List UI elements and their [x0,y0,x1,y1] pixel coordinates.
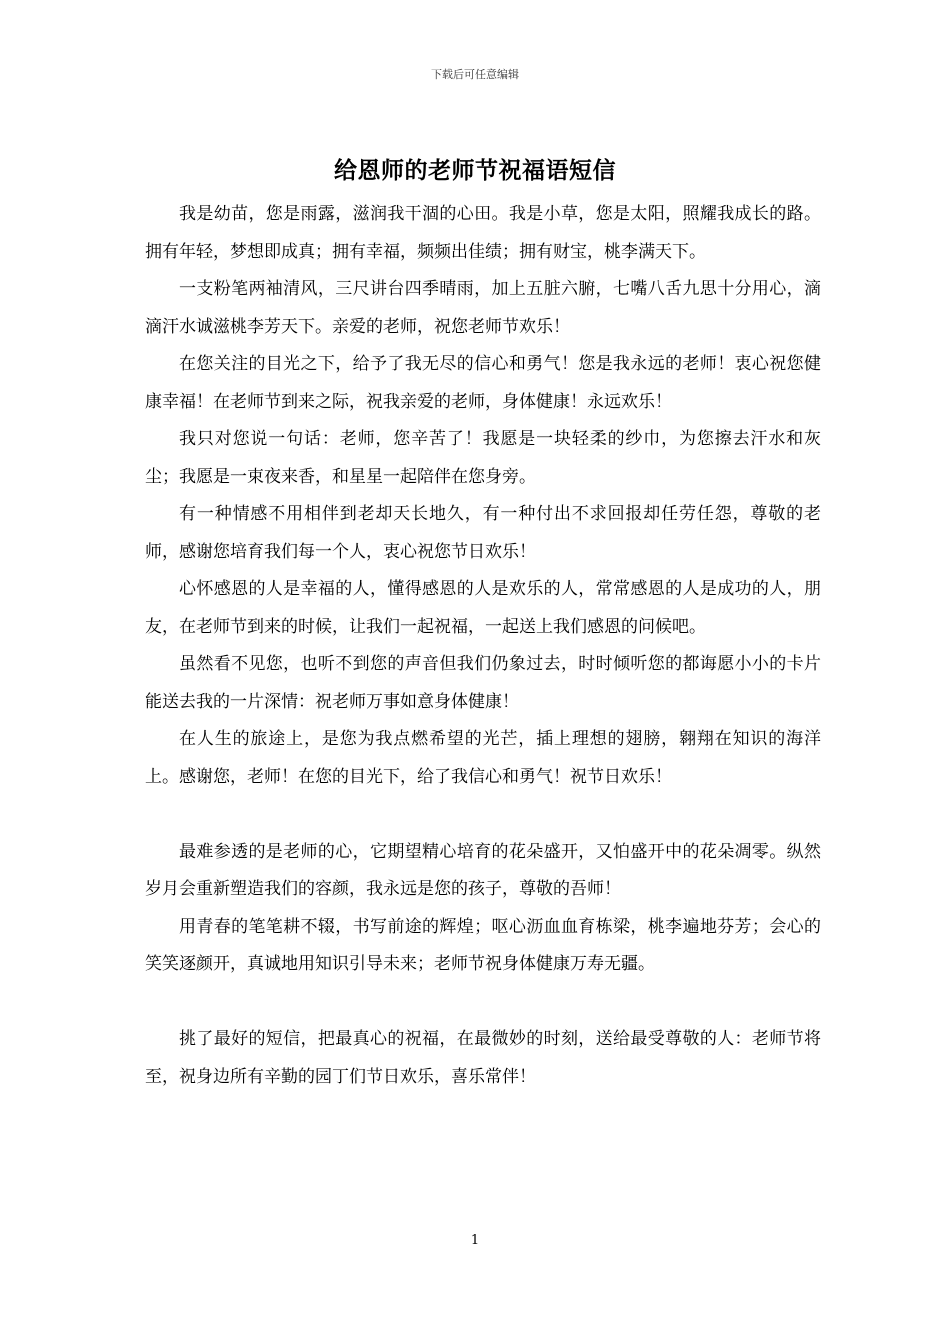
paragraph: 我是幼苗，您是雨露，滋润我干涸的心田。我是小草，您是太阳，照耀我成长的路。拥有年轻，梦想即成真；拥有幸福，频频出佳绩；拥有财宝，桃李满天下。 [145,204,821,262]
paragraph: 虽然看不见您，也听不到您的声音但我们仍象过去，时时倾听您的都诲愿小小的卡片能送去我的一片深情：祝老师万事如意身体健康！ [145,654,821,712]
header-note: 下载后可任意编辑 [431,68,519,81]
paragraph: 最难参透的是老师的心，它期望精心培育的花朵盛开，又怕盛开中的花朵凋零。纵然岁月会重新塑造我们的容颜，我永远是您的孩子，尊敬的吾师！ [145,841,821,899]
paragraph: 挑了最好的短信，把最真心的祝福，在最微妙的时刻，送给最受尊敬的人：老师节将至，祝身边所有辛勤的园丁们节日欢乐，喜乐常伴！ [145,1029,821,1087]
page-number: 1 [470,1233,480,1248]
paragraph: 一支粉笔两袖清风，三尺讲台四季晴雨，加上五脏六腑，七嘴八舌九思十分用心，滴滴汗水诚滋桃李芳天下。亲爱的老师，祝您老师节欢乐！ [145,279,821,337]
paragraph: 心怀感恩的人是幸福的人，懂得感恩的人是欢乐的人，常常感恩的人是成功的人，朋友，在老师节到来的时候，让我们一起祝福，一起送上我们感恩的问候吧。 [145,579,821,637]
document-title: 给恩师的老师节祝福语短信 [334,157,616,184]
blank-line [145,984,821,1022]
paragraph: 有一种情感不用相伴到老却天长地久，有一种付出不求回报却任劳任怨，尊敬的老师，感谢您培育我们每一个人，衷心祝您节日欢乐！ [145,504,821,562]
paragraph: 用青春的笔笔耕不辍，书写前途的辉煌；呕心沥血血育栋梁，桃李遍地芬芳；会心的笑笑逐颜开，真诚地用知识引导未来；老师节祝身体健康万寿无疆。 [145,916,821,974]
blank-line [145,796,821,834]
paragraph: 我只对您说一句话：老师，您辛苦了！我愿是一块轻柔的纱巾，为您擦去汗水和灰尘；我愿是一束夜来香，和星星一起陪伴在您身旁。 [145,429,821,487]
document-body [145,196,821,1096]
paragraph: 在人生的旅途上，是您为我点燃希望的光芒，插上理想的翅膀，翱翔在知识的海洋上。感谢您，老师！在您的目光下，给了我信心和勇气！祝节日欢乐！ [145,729,821,787]
paragraph: 在您关注的目光之下，给予了我无尽的信心和勇气！您是我永远的老师！衷心祝您健康幸福！在老师节到来之际，祝我亲爱的老师，身体健康！永远欢乐！ [145,354,821,412]
